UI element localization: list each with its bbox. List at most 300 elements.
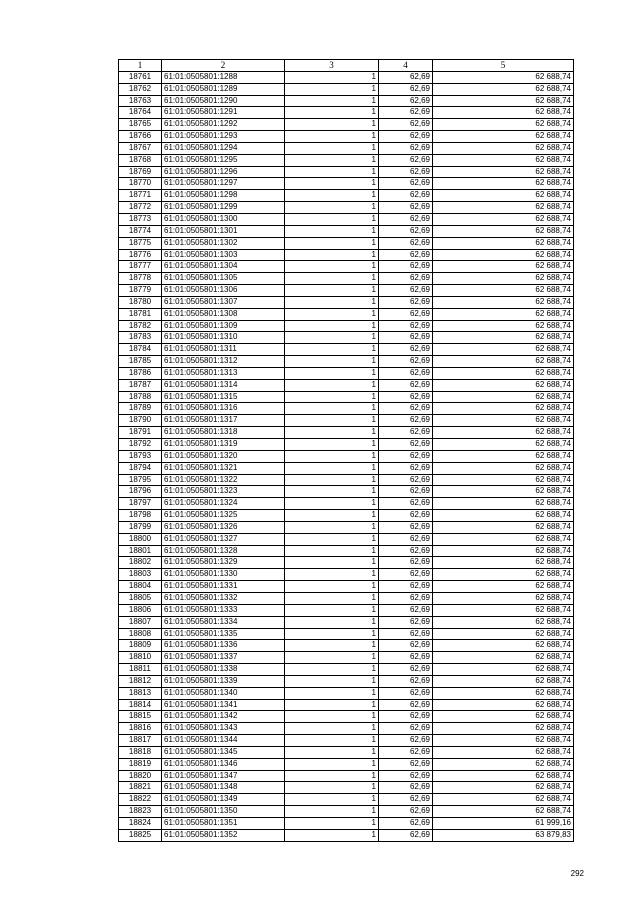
area-cell: 62,69 [379,664,433,676]
row-number-cell: 18768 [119,154,162,166]
quantity-cell: 1 [285,320,379,332]
table-row [119,356,574,368]
quantity-cell: 1 [285,107,379,119]
cadastral-number-cell: 61:01:0505801:1300 [162,213,285,225]
cadastral-number-cell: 61:01:0505801:1315 [162,391,285,403]
table-row [119,391,574,403]
row-number-cell: 18763 [119,95,162,107]
quantity-cell: 1 [285,213,379,225]
row-number-cell: 18817 [119,735,162,747]
value-cell: 62 688,74 [433,356,574,368]
value-cell: 62 688,74 [433,296,574,308]
area-cell: 62,69 [379,533,433,545]
cadastral-number-cell: 61:01:0505801:1296 [162,166,285,178]
quantity-cell: 1 [285,356,379,368]
quantity-cell: 1 [285,474,379,486]
quantity-cell: 1 [285,770,379,782]
quantity-cell: 1 [285,569,379,581]
table-row [119,711,574,723]
area-cell: 62,69 [379,391,433,403]
value-cell: 62 688,74 [433,592,574,604]
cadastral-number-cell: 61:01:0505801:1293 [162,131,285,143]
table-row [119,581,574,593]
cadastral-number-cell: 61:01:0505801:1319 [162,439,285,451]
table-row [119,557,574,569]
cadastral-number-cell: 61:01:0505801:1290 [162,95,285,107]
quantity-cell: 1 [285,142,379,154]
quantity-cell: 1 [285,735,379,747]
area-cell: 62,69 [379,758,433,770]
area-cell: 62,69 [379,592,433,604]
cadastral-number-cell: 61:01:0505801:1318 [162,427,285,439]
cadastral-number-cell: 61:01:0505801:1346 [162,758,285,770]
area-cell: 62,69 [379,486,433,498]
cadastral-number-cell: 61:01:0505801:1351 [162,818,285,830]
area-cell: 62,69 [379,190,433,202]
quantity-cell: 1 [285,616,379,628]
quantity-cell: 1 [285,450,379,462]
row-number-cell: 18799 [119,521,162,533]
row-number-cell: 18775 [119,237,162,249]
table-row [119,723,574,735]
cadastral-number-cell: 61:01:0505801:1311 [162,344,285,356]
cadastral-number-cell: 61:01:0505801:1292 [162,119,285,131]
area-cell: 62,69 [379,474,433,486]
row-number-cell: 18772 [119,202,162,214]
area-cell: 62,69 [379,545,433,557]
cadastral-number-cell: 61:01:0505801:1288 [162,71,285,83]
cadastral-number-cell: 61:01:0505801:1339 [162,675,285,687]
table-row [119,533,574,545]
table-row [119,474,574,486]
row-number-cell: 18808 [119,628,162,640]
table-row [119,296,574,308]
value-cell: 62 688,74 [433,758,574,770]
quantity-cell: 1 [285,829,379,841]
table-row [119,95,574,107]
row-number-cell: 18803 [119,569,162,581]
quantity-cell: 1 [285,533,379,545]
cadastral-number-cell: 61:01:0505801:1321 [162,462,285,474]
row-number-cell: 18779 [119,285,162,297]
row-number-cell: 18821 [119,782,162,794]
quantity-cell: 1 [285,794,379,806]
value-cell: 62 688,74 [433,142,574,154]
area-cell: 62,69 [379,213,433,225]
quantity-cell: 1 [285,545,379,557]
value-cell: 62 688,74 [433,581,574,593]
cadastral-number-cell: 61:01:0505801:1294 [162,142,285,154]
row-number-cell: 18801 [119,545,162,557]
row-number-cell: 18769 [119,166,162,178]
cadastral-number-cell: 61:01:0505801:1325 [162,510,285,522]
value-cell: 62 688,74 [433,735,574,747]
value-cell: 62 688,74 [433,237,574,249]
table-row [119,818,574,830]
area-cell: 62,69 [379,119,433,131]
value-cell: 62 688,74 [433,415,574,427]
quantity-cell: 1 [285,628,379,640]
table-row [119,225,574,237]
col-header-2: 2 [162,60,285,72]
quantity-cell: 1 [285,95,379,107]
row-number-cell: 18762 [119,83,162,95]
value-cell: 62 688,74 [433,521,574,533]
quantity-cell: 1 [285,119,379,131]
header-row [119,60,574,72]
row-number-cell: 18804 [119,581,162,593]
value-cell: 62 688,74 [433,391,574,403]
quantity-cell: 1 [285,237,379,249]
value-cell: 62 688,74 [433,486,574,498]
area-cell: 62,69 [379,829,433,841]
cadastral-number-cell: 61:01:0505801:1350 [162,806,285,818]
cadastral-number-cell: 61:01:0505801:1341 [162,699,285,711]
table-row [119,521,574,533]
quantity-cell: 1 [285,711,379,723]
quantity-cell: 1 [285,521,379,533]
quantity-cell: 1 [285,462,379,474]
area-cell: 62,69 [379,794,433,806]
area-cell: 62,69 [379,273,433,285]
table-row [119,190,574,202]
area-cell: 62,69 [379,178,433,190]
cadastral-number-cell: 61:01:0505801:1330 [162,569,285,581]
area-cell: 62,69 [379,296,433,308]
cadastral-number-cell: 61:01:0505801:1297 [162,178,285,190]
row-number-cell: 18786 [119,367,162,379]
cadastral-number-cell: 61:01:0505801:1349 [162,794,285,806]
area-cell: 62,69 [379,782,433,794]
quantity-cell: 1 [285,71,379,83]
quantity-cell: 1 [285,675,379,687]
quantity-cell: 1 [285,486,379,498]
value-cell: 62 688,74 [433,308,574,320]
table-row [119,308,574,320]
row-number-cell: 18815 [119,711,162,723]
cadastral-number-cell: 61:01:0505801:1295 [162,154,285,166]
table-row [119,569,574,581]
area-cell: 62,69 [379,344,433,356]
row-number-cell: 18796 [119,486,162,498]
quantity-cell: 1 [285,166,379,178]
row-number-cell: 18789 [119,403,162,415]
value-cell: 62 688,74 [433,332,574,344]
cadastral-number-cell: 61:01:0505801:1327 [162,533,285,545]
area-cell: 62,69 [379,367,433,379]
quantity-cell: 1 [285,296,379,308]
value-cell: 62 688,74 [433,131,574,143]
cadastral-number-cell: 61:01:0505801:1323 [162,486,285,498]
row-number-cell: 18773 [119,213,162,225]
row-number-cell: 18791 [119,427,162,439]
area-cell: 62,69 [379,450,433,462]
area-cell: 62,69 [379,154,433,166]
table-row [119,687,574,699]
cadastral-number-cell: 61:01:0505801:1335 [162,628,285,640]
col-header-1: 1 [119,60,162,72]
value-cell: 62 688,74 [433,107,574,119]
value-cell: 62 688,74 [433,462,574,474]
cadastral-number-cell: 61:01:0505801:1344 [162,735,285,747]
area-cell: 62,69 [379,746,433,758]
cadastral-number-cell: 61:01:0505801:1337 [162,652,285,664]
row-number-cell: 18793 [119,450,162,462]
value-cell: 62 688,74 [433,640,574,652]
area-cell: 62,69 [379,687,433,699]
value-cell: 62 688,74 [433,344,574,356]
table-row [119,675,574,687]
value-cell: 62 688,74 [433,285,574,297]
quantity-cell: 1 [285,592,379,604]
value-cell: 62 688,74 [433,213,574,225]
value-cell: 62 688,74 [433,474,574,486]
row-number-cell: 18822 [119,794,162,806]
quantity-cell: 1 [285,427,379,439]
row-number-cell: 18823 [119,806,162,818]
row-number-cell: 18774 [119,225,162,237]
area-cell: 62,69 [379,320,433,332]
value-cell: 62 688,74 [433,628,574,640]
quantity-cell: 1 [285,344,379,356]
table-row [119,664,574,676]
table-row [119,403,574,415]
quantity-cell: 1 [285,758,379,770]
cadastral-number-cell: 61:01:0505801:1333 [162,604,285,616]
table-row [119,213,574,225]
table-row [119,142,574,154]
quantity-cell: 1 [285,367,379,379]
area-cell: 62,69 [379,569,433,581]
table-row [119,498,574,510]
cadastral-number-cell: 61:01:0505801:1309 [162,320,285,332]
area-cell: 62,69 [379,356,433,368]
value-cell: 62 688,74 [433,746,574,758]
quantity-cell: 1 [285,154,379,166]
cadastral-number-cell: 61:01:0505801:1310 [162,332,285,344]
table-row [119,699,574,711]
col-header-5: 5 [433,60,574,72]
value-cell: 62 688,74 [433,261,574,273]
value-cell: 62 688,74 [433,202,574,214]
value-cell: 62 688,74 [433,320,574,332]
area-cell: 62,69 [379,71,433,83]
cadastral-number-cell: 61:01:0505801:1298 [162,190,285,202]
area-cell: 62,69 [379,261,433,273]
value-cell: 62 688,74 [433,83,574,95]
table-row [119,332,574,344]
value-cell: 61 999,16 [433,818,574,830]
cadastral-number-cell: 61:01:0505801:1301 [162,225,285,237]
area-cell: 62,69 [379,581,433,593]
value-cell: 62 688,74 [433,723,574,735]
value-cell: 62 688,74 [433,403,574,415]
row-number-cell: 18764 [119,107,162,119]
quantity-cell: 1 [285,699,379,711]
area-cell: 62,69 [379,723,433,735]
table-row [119,640,574,652]
row-number-cell: 18761 [119,71,162,83]
quantity-cell: 1 [285,818,379,830]
value-cell: 62 688,74 [433,379,574,391]
quantity-cell: 1 [285,510,379,522]
table-row [119,439,574,451]
quantity-cell: 1 [285,261,379,273]
row-number-cell: 18812 [119,675,162,687]
value-cell: 62 688,74 [433,794,574,806]
table-row [119,427,574,439]
quantity-cell: 1 [285,687,379,699]
quantity-cell: 1 [285,391,379,403]
table-row [119,829,574,841]
table-row [119,71,574,83]
row-number-cell: 18811 [119,664,162,676]
quantity-cell: 1 [285,604,379,616]
area-cell: 62,69 [379,166,433,178]
area-cell: 62,69 [379,308,433,320]
quantity-cell: 1 [285,83,379,95]
quantity-cell: 1 [285,806,379,818]
area-cell: 62,69 [379,142,433,154]
value-cell: 62 688,74 [433,71,574,83]
row-number-cell: 18765 [119,119,162,131]
area-cell: 62,69 [379,379,433,391]
quantity-cell: 1 [285,225,379,237]
value-cell: 62 688,74 [433,249,574,261]
table-row [119,592,574,604]
row-number-cell: 18825 [119,829,162,841]
row-number-cell: 18788 [119,391,162,403]
row-number-cell: 18766 [119,131,162,143]
row-number-cell: 18785 [119,356,162,368]
value-cell: 62 688,74 [433,225,574,237]
value-cell: 62 688,74 [433,675,574,687]
value-cell: 62 688,74 [433,782,574,794]
value-cell: 62 688,74 [433,699,574,711]
value-cell: 62 688,74 [433,427,574,439]
cadastral-number-cell: 61:01:0505801:1299 [162,202,285,214]
quantity-cell: 1 [285,190,379,202]
area-cell: 62,69 [379,616,433,628]
value-cell: 62 688,74 [433,533,574,545]
area-cell: 62,69 [379,711,433,723]
quantity-cell: 1 [285,332,379,344]
value-cell: 62 688,74 [433,664,574,676]
table-row [119,273,574,285]
table-row [119,486,574,498]
table-row [119,367,574,379]
quantity-cell: 1 [285,439,379,451]
cadastral-number-cell: 61:01:0505801:1317 [162,415,285,427]
value-cell: 62 688,74 [433,604,574,616]
value-cell: 62 688,74 [433,652,574,664]
row-number-cell: 18814 [119,699,162,711]
cadastral-number-cell: 61:01:0505801:1347 [162,770,285,782]
value-cell: 62 688,74 [433,273,574,285]
value-cell: 62 688,74 [433,95,574,107]
table-row [119,462,574,474]
area-cell: 62,69 [379,225,433,237]
row-number-cell: 18795 [119,474,162,486]
cadastral-number-cell: 61:01:0505801:1307 [162,296,285,308]
value-cell: 62 688,74 [433,450,574,462]
value-cell: 62 688,74 [433,119,574,131]
table-row [119,285,574,297]
area-cell: 62,69 [379,95,433,107]
cadastral-number-cell: 61:01:0505801:1352 [162,829,285,841]
quantity-cell: 1 [285,178,379,190]
row-number-cell: 18783 [119,332,162,344]
table-row [119,628,574,640]
area-cell: 62,69 [379,510,433,522]
row-number-cell: 18794 [119,462,162,474]
row-number-cell: 18807 [119,616,162,628]
cadastral-number-cell: 61:01:0505801:1328 [162,545,285,557]
row-number-cell: 18809 [119,640,162,652]
quantity-cell: 1 [285,664,379,676]
table-row [119,450,574,462]
quantity-cell: 1 [285,308,379,320]
quantity-cell: 1 [285,249,379,261]
cadastral-number-cell: 61:01:0505801:1304 [162,261,285,273]
table-row [119,119,574,131]
area-cell: 62,69 [379,249,433,261]
quantity-cell: 1 [285,581,379,593]
cadastral-number-cell: 61:01:0505801:1316 [162,403,285,415]
row-number-cell: 18771 [119,190,162,202]
area-cell: 62,69 [379,107,433,119]
value-cell: 63 879,83 [433,829,574,841]
quantity-cell: 1 [285,557,379,569]
value-cell: 62 688,74 [433,770,574,782]
table-row [119,746,574,758]
row-number-cell: 18767 [119,142,162,154]
cadastral-number-cell: 61:01:0505801:1348 [162,782,285,794]
table-row [119,379,574,391]
cadastral-number-cell: 61:01:0505801:1291 [162,107,285,119]
cadastral-number-cell: 61:01:0505801:1329 [162,557,285,569]
cadastral-number-cell: 61:01:0505801:1320 [162,450,285,462]
row-number-cell: 18787 [119,379,162,391]
area-cell: 62,69 [379,403,433,415]
row-number-cell: 18819 [119,758,162,770]
cadastral-number-cell: 61:01:0505801:1336 [162,640,285,652]
cadastral-number-cell: 61:01:0505801:1338 [162,664,285,676]
quantity-cell: 1 [285,640,379,652]
cadastral-number-cell: 61:01:0505801:1313 [162,367,285,379]
quantity-cell: 1 [285,285,379,297]
quantity-cell: 1 [285,403,379,415]
area-cell: 62,69 [379,83,433,95]
table-row [119,652,574,664]
row-number-cell: 18813 [119,687,162,699]
row-number-cell: 18824 [119,818,162,830]
table-row [119,261,574,273]
table-row [119,758,574,770]
table-row [119,237,574,249]
quantity-cell: 1 [285,498,379,510]
area-cell: 62,69 [379,806,433,818]
cadastral-number-cell: 61:01:0505801:1322 [162,474,285,486]
row-number-cell: 18797 [119,498,162,510]
cadastral-number-cell: 61:01:0505801:1314 [162,379,285,391]
area-cell: 62,69 [379,604,433,616]
cadastral-number-cell: 61:01:0505801:1326 [162,521,285,533]
area-cell: 62,69 [379,427,433,439]
quantity-cell: 1 [285,273,379,285]
area-cell: 62,69 [379,735,433,747]
area-cell: 62,69 [379,415,433,427]
